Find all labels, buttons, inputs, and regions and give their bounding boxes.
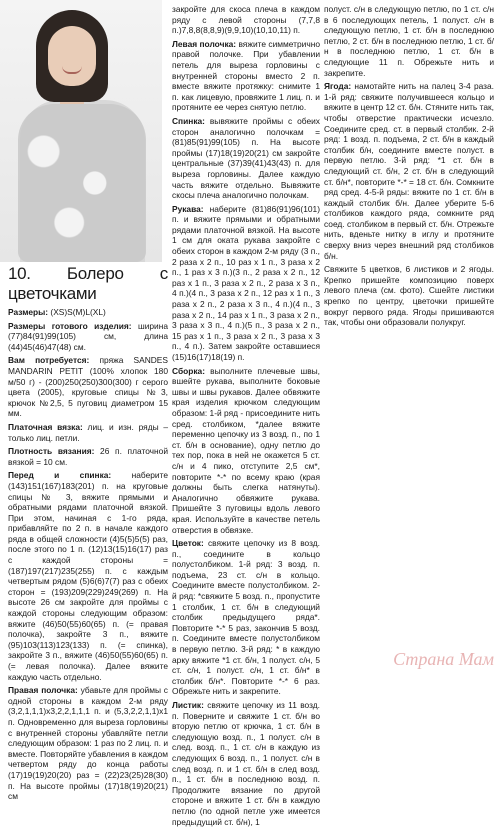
paragraph-label: Левая полочка:: [172, 38, 237, 49]
paragraph-text: полуст. с/н в следующую петлю, по 1 ст. с/н в 6 последующих петель, 1 полуст. с/н в следующую петлю, 1 ст. б/н в последнюю петлю, 2 ст. б/н в последнюю петлю, 1 ст. б/н в последнюю петлю, 1 ст. б/н в следующие 11 п. Обрежьте нить и закрепите.: [324, 4, 494, 78]
paragraph: [172, 366, 320, 536]
paragraph-label: Цветок:: [172, 538, 204, 549]
paragraph-label: Вам потребуется:: [8, 355, 90, 366]
paragraph: [324, 81, 494, 261]
paragraph: [324, 4, 494, 78]
paragraph-label: Платочная вязка:: [8, 421, 83, 432]
paragraph-text: намотайте нить на палец 3-4 раза. 1-й ряд: свяжите получившееся кольцо и вяжите в центр 12 ст. б/н. Стяните нить так, чтобы отверстие практически исчезло. Соедините сред. ст. в первый столбик. 2-й ряд: 1 возд. п. подъема, 2 ст. б/н в каждый столбик б/н, соедините вместе полуст. в первую петлю. 3-й ряд: *1 ст. б/н в следующий ст. б/н, 2 ст. б/н в следующий ст. б/н*, повторите *-* = 18 ст. б/н. Сомкните ряд сред. 4-5-й ряды: вяжите по 1 ст. б/н в каждый столбик б/н. Далее уберите 5-6 столбиков каждого ряда, сомкните ряд соед. столбиком в первый ст. б/н. Отрежьте нить, вденьте нитку в иглу и протяните сверху вниз через внешний ряд столбиков б/н.: [324, 81, 494, 261]
paragraph: [172, 204, 320, 363]
paragraph-text: наберите (143)151(167)183(201) п. на круговые спицы № 3, вяжите прямыми и обратными рядами платочной вязкой. При этом, начиная с 1-го ряда, прибавляйте по 2 п. в начале каждого ряда в общей сложности (4)5(5)5(5) раз, после этого по 1 п. (12)13(15)16(17) раз с каждой стороны = (187)197(217)235(255) п. с каждым четвертым рядом (5)6(6)7(7) раз с обеих сторон = (193)209(229)249(269) п. На высоте 26 см закройте для проймы с каждой стороны следующим образом: вяжите (46)50(55)60(65) п. (= правая полочка), закройте 3 п., вяжите (95)103(113)123(133) п. (= спинка), закройте 3 п., вяжите (46)50(55)60(65) п. (= левая полочка). Далее вяжите каждую часть отдельно.: [8, 470, 168, 682]
photo-bolero: [18, 104, 146, 262]
paragraph-label: Размеры готового изделия:: [8, 320, 132, 331]
paragraph: [8, 355, 168, 419]
paragraph: [172, 538, 320, 697]
paragraph: [172, 116, 320, 201]
paragraph-text: лиц. и изн. ряды – только лиц. петли.: [8, 421, 168, 443]
paragraph-label: Рукава:: [172, 203, 204, 214]
column-2: [172, 4, 320, 830]
paragraph: [8, 422, 168, 443]
paragraph: [8, 446, 168, 467]
paragraph-text: 26 п. платочной вязкой = 10 см.: [8, 446, 168, 467]
column-3: [324, 4, 494, 331]
paragraph: [172, 39, 320, 113]
paragraph-text: выполните плечевые швы, вшейте рукава, выполните боковые швы и швы рукавов. Далее обвяжите края изделия крючком следующим образом: 1-й ряд - присоедините нить сред. столбиком, *далее вяжите переменно цепочку из 3 возд. п., по 1 ст. б/н в основание), одну петлю до тех пор, пока в ней не окажется 5 ст. с/н и 4 пико, отступите 2,5 см*, повторите *-* по всему краю (края должны быть слегка натянуты). Аналогично обвяжите рукава. Пришейте 3 пуговицы вдоль левого края. Используйте в качестве петель отверстия в обвязке.: [172, 365, 320, 535]
column-1: [8, 264, 168, 805]
paragraph-text: Свяжите 5 цветков, 6 листиков и 2 ягоды. Крепко пришейте композицию поверх левого плеча (см. фото). Сшейте листики крепко по центру, цветочки пришейте вокруг первого ряда. Ягоды пришиваются так, чтобы они образовали полукруг.: [324, 264, 494, 328]
model-photo: [0, 0, 162, 262]
paragraph-text: ширина (77)84(91)99(105) см, длина (44)45(46)47(48) см.: [8, 320, 169, 352]
paragraph-text: закройте для скоса плеча в каждом ряду с левой стороны (7,7,8 п.)7,8,8(8,8,9)(9,9,10)(10,10,11) п.: [172, 4, 320, 36]
paragraph-label: Спинка:: [172, 115, 205, 126]
paragraph-label: Перед и спинка:: [8, 470, 112, 481]
article-title: 10. Болеро с цветочками: [8, 264, 168, 303]
paragraph-label: Листик:: [172, 700, 204, 710]
paragraph-label: Правая полочка:: [8, 685, 78, 696]
photo-face: [48, 26, 96, 86]
paragraph-text: пряжа SANDES MANDARIN PETIT (100% хлопок 180 м/50 г) - (200)250(250)300(300) г серого цвета (2005), круговые спицы №3, крючок №2,5, 5 пуговиц диаметром 15 мм.: [8, 355, 168, 419]
paragraph-label: Сборка:: [172, 365, 205, 376]
paragraph-text: наберите (81)86(91)96(101) п. и вяжите прямыми и обратными рядами платочной вязкой. На высоте 1 см для оката рукава закройте с обеих сторон в каждом 2-м ряду (3 п., 2 раза х 2 п., 10 раз х 1 п., 3 раза х 2 п., 1 раз х 3 п.)(3 п., 2 раза х 2 п., 12 раз х 1 п., 3 раза х 2 п., 2 раза х 3 п., 4 п.)(4 п., 3 раза х 2 п., 12 раз х 1 п., 3 раза х 2 п., 2 раза х 3 п., 4 п.)(4 п., 3 раза х 2 п., 14 раз х 1 п., 3 раза х 2 п., 3 раза х 3 п., 4 п.)(5 п., 3 раза х 2 п., 15 раз х 1 п., 3 раза х 2 п., 3 раза х 3 п., 4 п.). Затем закройте оставшиеся (15)16(17)18(19) п.: [172, 203, 320, 362]
paragraph-text: вывяжите проймы с обеих сторон аналогично полочкам = (81)85(91)99(105) п. На высоте проймы (17)18(19)20(21) см закройте центральные (37)39(41)43(43) п. для выреза горловины. Далее каждую часть вяжите отдельно. Вывяжите скосы плеча аналогично полочкам.: [172, 115, 320, 201]
paragraph: [8, 470, 168, 682]
paragraph: [172, 700, 320, 827]
paragraph-label: Плотность вязания:: [8, 446, 95, 457]
paragraph: [172, 4, 320, 36]
paragraph: [8, 321, 168, 353]
paragraph-text: убавьте для проймы с одной стороны в каждом 2-м ряду (3,2,1,1,1)х3,2,2,1,1,1 п. и (5,3,2,2,1,1)х1 п. Одновременно для выреза горловины с внутренней стороны убавляйте петли следующим образом: 1 раз по 2 лиц. п. и вместе. Повторяйте убавления в каждом четвертом ряду до конца работы (17)19(19)20(20) раз = (22)23(25)28(30) п. На высоте проймы (17)18(19)20(21) см: [8, 685, 168, 802]
paragraph-text: вяжите симметрично правой полочке. При убавлении петель для выреза горловины с внутренней стороны вместо 2 п. вместе вяжите протяжку: снимите 1 п. как лицевую, провяжите 1 лиц. п. и протяните ее через снятую петлю.: [172, 38, 320, 113]
paragraph: [8, 685, 168, 802]
paragraph-label: Ягода:: [324, 81, 352, 92]
paragraph: [8, 307, 168, 318]
paragraph: [324, 264, 494, 328]
paragraph-text: (XS)S(M)L(XL): [48, 307, 106, 317]
paragraph-text: свяжите цепочку из 11 возд. п. Поверните и свяжите 1 ст. б/н во вторую петлю от крючка, 1 ст. б/н в следующую возд. п., 1 полуст. с/н в след. возд. п., 1 ст. с/н в каждую из следующих 6 возд. п., 1 полуст. с/н в след возд. п. и 1 ст. б/н в след возд. п., 1 ст. б/н в последнюю возд. п. Продолжите вязание по другой стороне и вяжите 1 ст. б/н в каждую петлю (по одной петле уже имеется предыдущий ст. б/н), 1: [172, 700, 320, 827]
site-watermark: Страна Мам: [393, 649, 494, 669]
paragraph-label: Размеры:: [8, 307, 49, 317]
paragraph-text: свяжите цепочку из 8 возд. п., соедините в кольцо полустолбиком. 1-й ряд: 3 возд. п. подъема, 23 ст. с/н в кольцо. Соедините вместе полустолбиком. 2-й ряд: *свяжите 5 возд. п., пропустите 1 столбик, 1 ст. б/н в следующий столбик предыдущего ряда*. Повторите *-* 5 раз, закончив 5 возд. п. Соедините вместе полустолбиком в первую петлю. 3-й ряд: * в каждую арку вяжите *1 ст. б/н, 1 полуст. с/н, 5 ст. с/н, 1 полуст. с/н, 1 ст. б/н* в столбик б/н*. Повторите *-* 6 раз. Обрежьте нить и закрепите.: [172, 538, 320, 697]
